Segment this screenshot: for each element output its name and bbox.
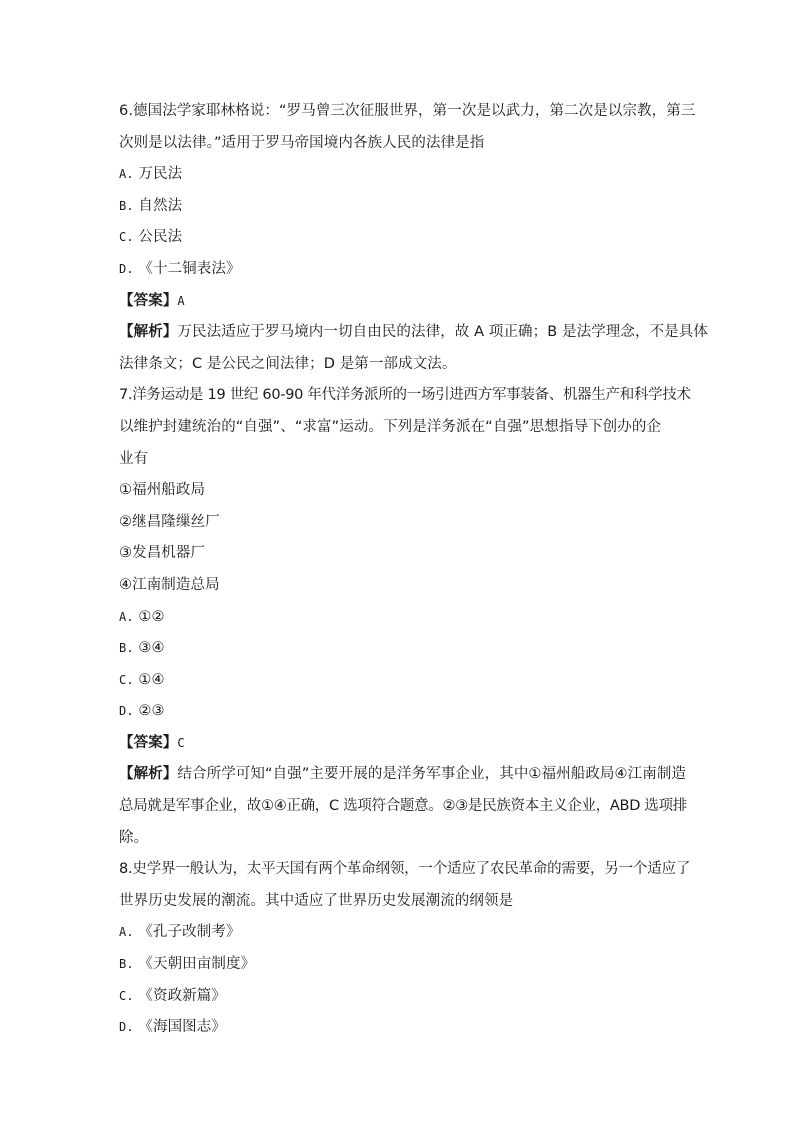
option-letter: A. — [119, 609, 134, 624]
question-8-stem-line-1: 8.史学界一般认为，太平天国有两个革命纲领，一个适应了农民革命的需要，另一个适应了 — [119, 861, 691, 878]
option-text: ①② — [138, 608, 165, 625]
question-7-option-b — [119, 633, 679, 665]
answer-tag: 【答案】 — [119, 292, 178, 309]
question-6-stem-line-2: 次则是以法律。”适用于罗马帝国境内各族人民的法律是指 — [119, 134, 485, 151]
question-7-analysis-line-3: 除。 — [119, 829, 149, 846]
option-text: 《孔子改制考》 — [138, 924, 241, 941]
option-letter: B. — [119, 957, 134, 972]
answer-value: C — [177, 735, 185, 750]
question-6-analysis-line-1 — [119, 317, 708, 349]
question-7-item-4: ④江南制造总局 — [119, 576, 220, 593]
question-7-stem-line-3: 业有 — [119, 450, 149, 467]
document-content — [119, 96, 708, 1044]
question-6-stem-line-1: 6.德国法学家耶林格说：“罗马曾三次征服世界，第一次是以武力，第二次是以宗教，第三 — [119, 103, 696, 119]
question-7-answer — [119, 728, 679, 760]
option-letter: D. — [119, 1020, 134, 1035]
question-7-option-d — [119, 696, 679, 728]
question-7-stem-line-2: 以维护封建统治的“自强”、“求富”运动。下列是洋务派在“自强”思想指导下创办的企 — [119, 418, 662, 435]
question-6-option-a — [119, 159, 679, 191]
question-6-option-b — [119, 191, 679, 223]
option-text: 《十二铜表法》 — [138, 260, 241, 277]
question-7-option-c — [119, 665, 679, 697]
option-letter: C. — [119, 988, 134, 1003]
question-7-item-1: ①福州船政局 — [119, 482, 206, 499]
question-7-analysis-line-2: 总局就是军事企业，故①④正确，C 选项符合题意。②③是民族资本主义企业，ABD 选项排 — [119, 798, 687, 815]
option-text: ③④ — [138, 640, 165, 657]
option-letter: D. — [119, 261, 134, 276]
option-text: 公民法 — [138, 229, 183, 246]
question-6-analysis-line-2: 法律条文；C 是公民之间法律；D 是第一部成文法。 — [119, 355, 457, 372]
analysis-text: 万民法适应于罗马境内一切自由民的法律，故 A 项正确；B 是法学理念，不是具体 — [177, 324, 708, 341]
question-8-option-a — [119, 917, 679, 949]
answer-tag: 【答案】 — [119, 734, 178, 751]
analysis-tag: 【解析】 — [119, 324, 178, 341]
question-7-stem-line-1: 7.洋务运动是 19 世纪 60-90 年代洋务派所的一场引进西方军事装备、机器生产和科学技术 — [119, 387, 691, 404]
option-text: 《海国图志》 — [138, 1019, 226, 1036]
question-8-option-b — [119, 949, 679, 981]
option-letter: A. — [119, 167, 134, 182]
option-text: 万民法 — [138, 166, 183, 183]
option-text: 自然法 — [138, 197, 183, 214]
option-text: ①④ — [138, 671, 165, 688]
option-letter: A. — [119, 925, 134, 940]
option-text: ②③ — [138, 703, 165, 720]
option-text: 《天朝田亩制度》 — [138, 956, 256, 973]
option-text: 《资政新篇》 — [138, 987, 226, 1004]
option-letter: B. — [119, 198, 134, 213]
question-7-analysis-line-1 — [119, 759, 687, 791]
question-7-item-2: ②继昌隆缫丝厂 — [119, 513, 220, 530]
question-8-option-c — [119, 981, 679, 1013]
question-8-stem-line-2: 世界历史发展的潮流。其中适应了世界历史发展潮流的纲领是 — [119, 892, 514, 909]
question-6-answer — [119, 286, 679, 318]
question-7-item-3: ③发昌机器厂 — [119, 545, 206, 562]
analysis-text: 结合所学可知“自强”主要开展的是洋务军事企业，其中①福州船政局④江南制造 — [177, 766, 687, 783]
option-letter: B. — [119, 641, 134, 656]
option-letter: C. — [119, 230, 134, 245]
option-letter: C. — [119, 672, 134, 687]
analysis-tag: 【解析】 — [119, 766, 178, 783]
question-6-option-c — [119, 222, 679, 254]
question-6-option-d — [119, 254, 679, 286]
option-letter: D. — [119, 704, 134, 719]
question-8-option-d — [119, 1012, 679, 1044]
answer-value: A — [177, 293, 185, 308]
question-7-option-a — [119, 602, 679, 634]
